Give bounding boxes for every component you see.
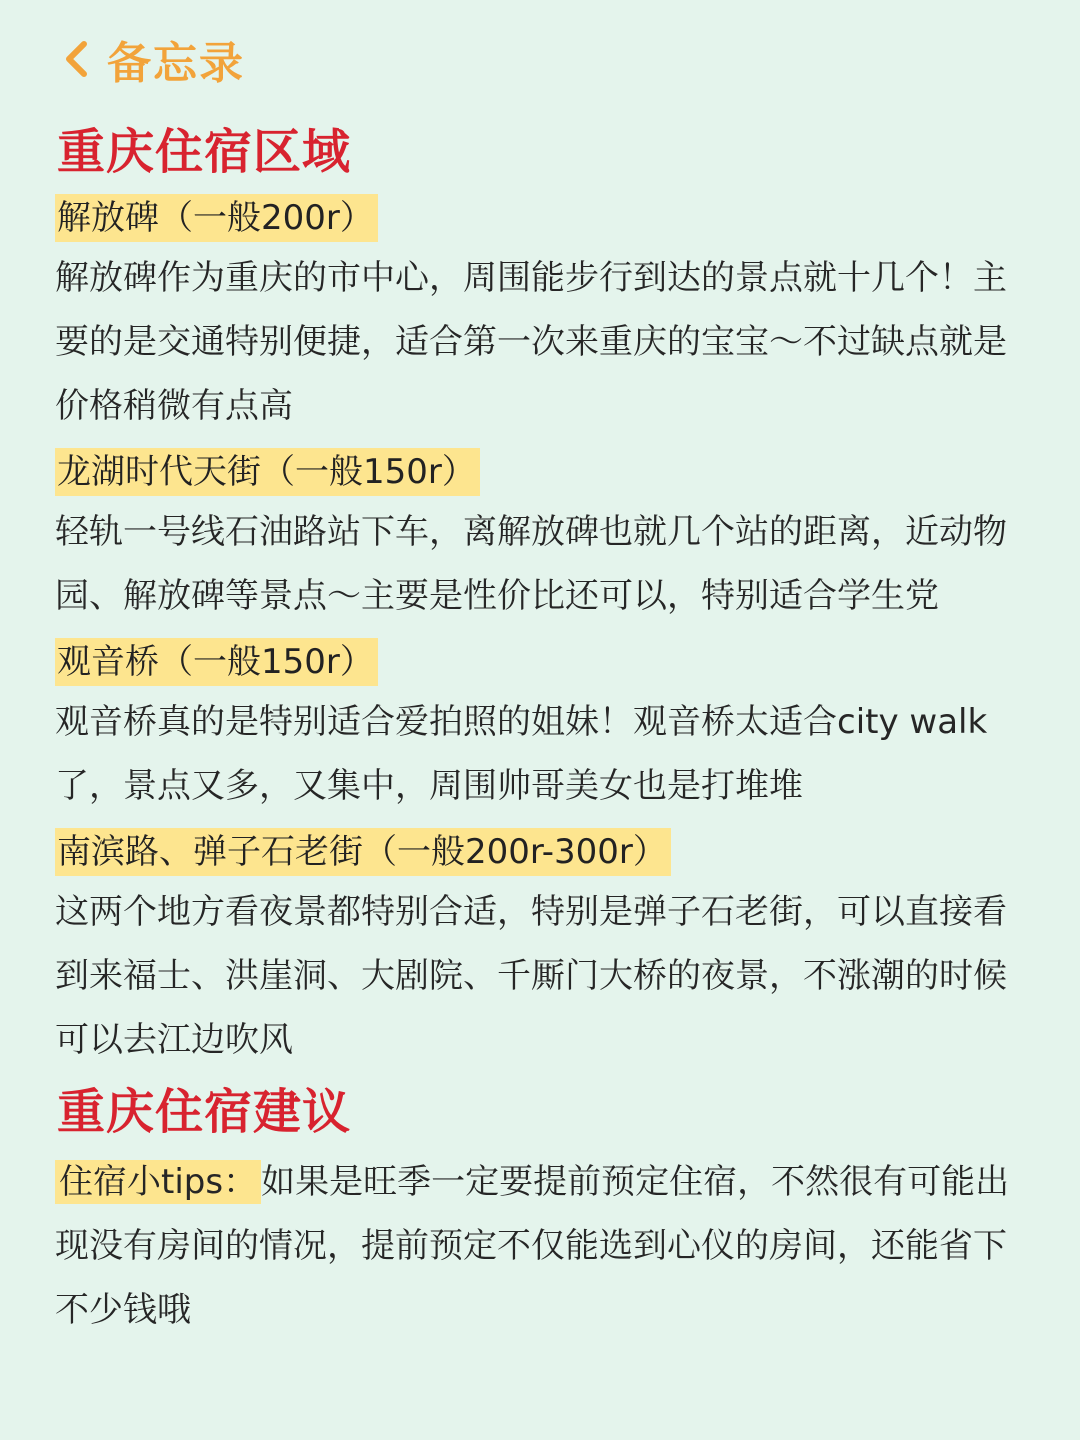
chevron-left-icon[interactable] [55, 37, 99, 81]
area-description: 轻轨一号线石油路站下车，离解放碑也就几个站的距离，近动物园、解放碑等景点～主要是性价比还可以，特别适合学生党 [55, 512, 1007, 616]
area-block [55, 628, 1030, 818]
area-description: 这两个地方看夜景都特别合适，特别是弹子石老街，可以直接看到来福士、洪崖洞、大剧院、千厮门大桥的夜景，不涨潮的时候可以去江边吹风 [55, 892, 1007, 1060]
area-heading: 龙湖时代天街（一般150r） [55, 448, 480, 496]
area-block [55, 438, 1030, 628]
tips-text: 如果是旺季一定要提前预定住宿，不然很有可能出现没有房间的情况，提前预定不仅能选到心仪的房间，还能省下不少钱哦 [55, 1162, 1010, 1330]
tips-paragraph [55, 1150, 1030, 1342]
area-heading: 南滨路、弹子石老街（一般200r-300r） [55, 828, 671, 876]
section-title-advice: 重庆住宿建议 [57, 1084, 352, 1140]
area-heading: 观音桥（一般150r） [55, 638, 378, 686]
area-heading: 解放碑（一般200r） [55, 194, 378, 242]
back-button-label[interactable]: 备忘录 [107, 38, 245, 89]
area-description: 观音桥真的是特别适合爱拍照的姐妹！观音桥太适合city walk了，景点又多，又集中，周围帅哥美女也是打堆堆 [55, 702, 988, 806]
area-block [55, 818, 1030, 1072]
area-description: 解放碑作为重庆的市中心，周围能步行到达的景点就十几个！主要的是交通特别便捷，适合第一次来重庆的宝宝～不过缺点就是价格稍微有点高 [55, 258, 1007, 426]
tips-label: 住宿小tips： [55, 1160, 261, 1204]
area-block [55, 184, 1030, 438]
navigation-bar [55, 0, 1030, 118]
section-title-areas: 重庆住宿区域 [57, 124, 352, 180]
